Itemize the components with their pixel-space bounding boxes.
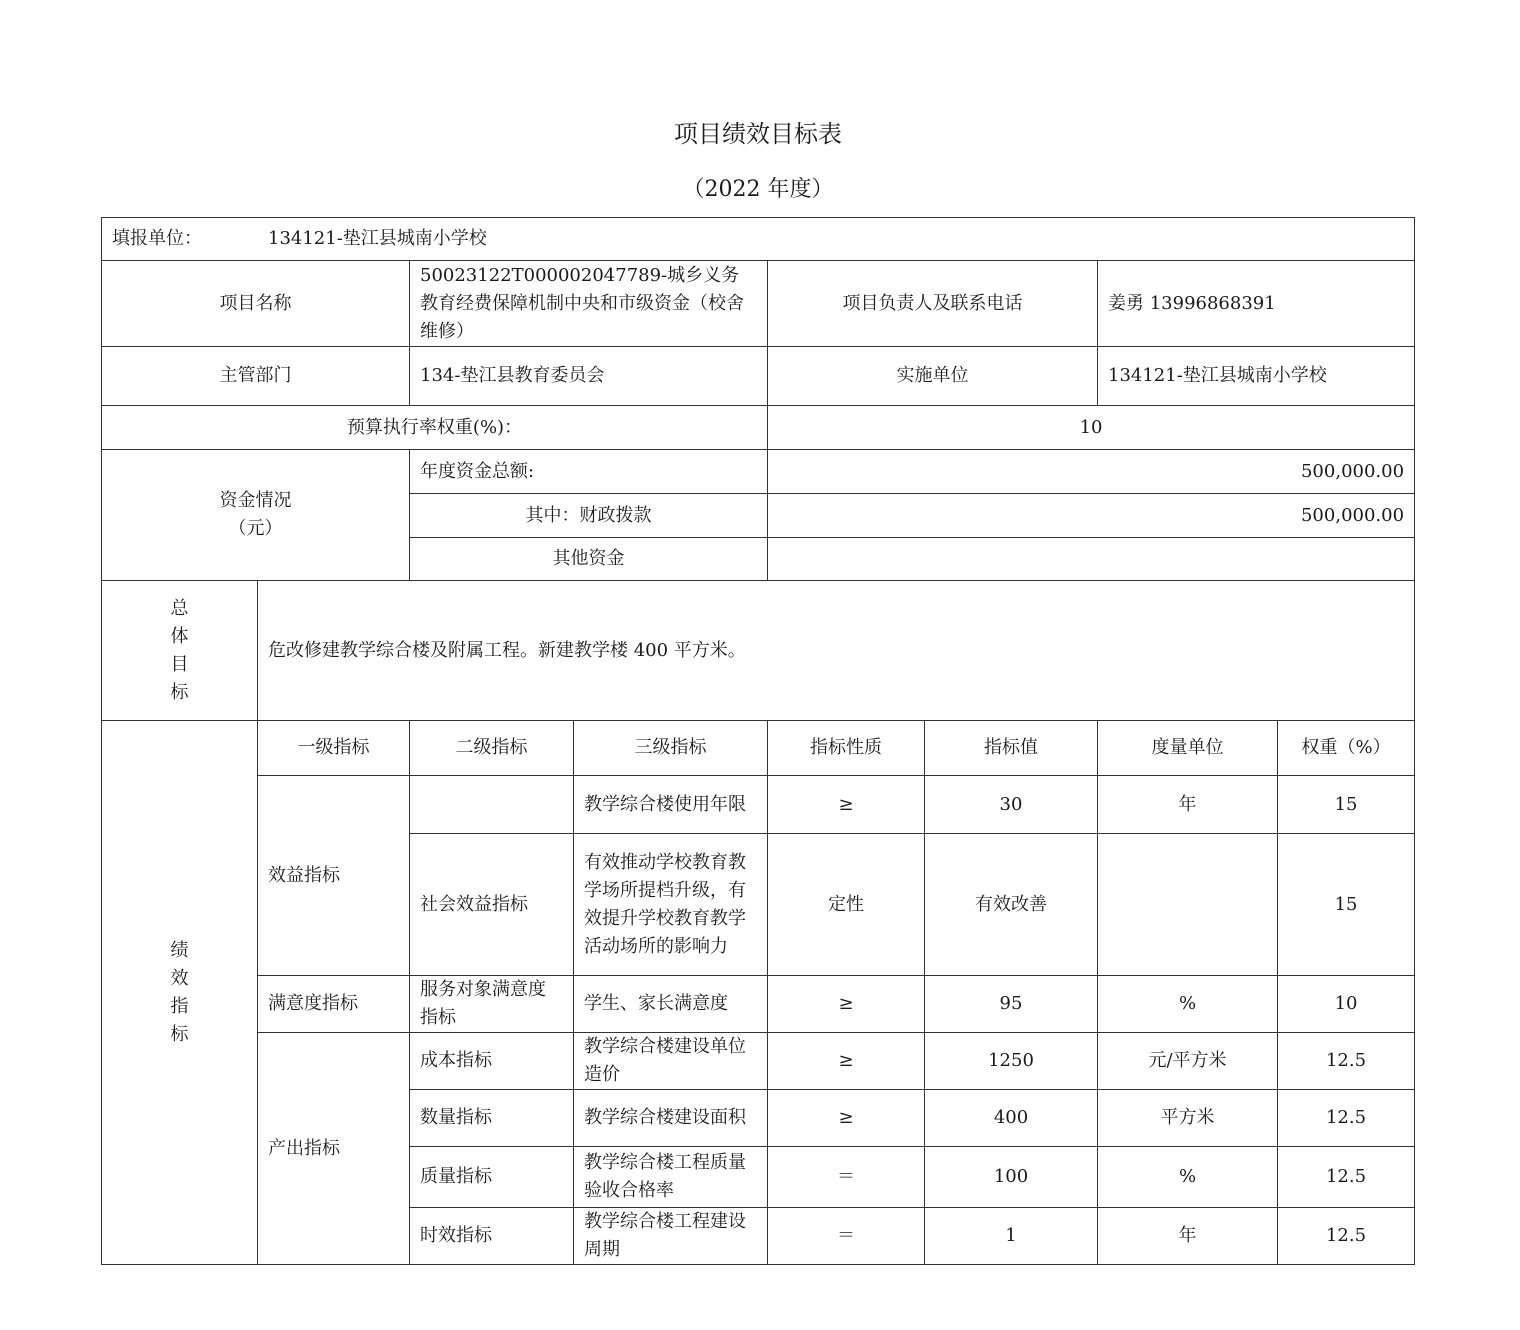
header-weight: 权重（%） [1278,721,1415,776]
nature-cell: ≥ [768,776,925,834]
nature-cell: ≥ [768,976,925,1033]
value-cell: 1250 [925,1033,1098,1090]
implementing-unit-label: 实施单位 [768,347,1098,406]
project-owner-label: 项目负责人及联系电话 [768,261,1098,347]
value-cell: 400 [925,1090,1098,1147]
project-owner-value: 姜勇 13996868391 [1098,261,1415,347]
funds-label-line2: （元） [228,518,283,539]
level2-cell: 时效指标 [410,1208,574,1265]
performance-indicator-char: 指 [170,995,189,1017]
budget-weight-row [102,406,1415,450]
budget-weight-value: 10 [768,406,1415,450]
nature-cell: ≥ [768,1033,925,1090]
level1-satisfaction: 满意度指标 [258,976,410,1033]
level1-benefit: 效益指标 [258,776,410,976]
performance-target-table [101,217,1415,1265]
level3-cell: 学生、家长满意度 [574,976,768,1033]
table-row [102,1033,1415,1090]
unit-cell: 元/平方米 [1098,1033,1278,1090]
value-cell: 有效改善 [925,834,1098,976]
weight-cell: 12.5 [1278,1147,1415,1208]
weight-cell: 10 [1278,976,1415,1033]
funds-other-label: 其他资金 [410,538,768,581]
level2-cell: 服务对象满意度指标 [410,976,574,1033]
performance-indicator-char: 绩 [170,939,189,961]
weight-cell: 12.5 [1278,1033,1415,1090]
nature-cell: ≥ [768,1090,925,1147]
reporting-unit-cell [102,218,1415,261]
unit-cell: % [1098,1147,1278,1208]
department-row [102,347,1415,406]
nature-cell: ＝ [768,1147,925,1208]
unit-cell [1098,834,1278,976]
level3-cell: 教学综合楼建设单位造价 [574,1033,768,1090]
overall-goal-char: 目 [170,653,189,675]
document-title: 项目绩效目标表 [674,120,842,148]
level2-cell [410,776,574,834]
funds-total-row [102,450,1415,494]
level3-cell: 教学综合楼工程建设周期 [574,1208,768,1265]
level1-output: 产出指标 [258,1033,410,1265]
project-name-label: 项目名称 [102,261,410,347]
budget-weight-label: 预算执行率权重(%)： [102,406,768,450]
value-cell: 95 [925,976,1098,1033]
value-cell: 1 [925,1208,1098,1265]
header-value: 指标值 [925,721,1098,776]
overall-goal-char: 总 [170,597,189,619]
funds-fiscal-value: 500,000.00 [768,494,1415,538]
table-row [102,776,1415,834]
unit-cell: % [1098,976,1278,1033]
reporting-unit-value: 134121-垫江县城南小学校 [268,228,487,249]
unit-cell: 年 [1098,776,1278,834]
implementing-unit-value: 134121-垫江县城南小学校 [1098,347,1415,406]
funds-total-value: 500,000.00 [768,450,1415,494]
document-year: （2022 年度） [682,177,834,202]
department-value: 134-垫江县教育委员会 [410,347,768,406]
performance-indicator-label [102,721,258,1265]
project-name-value: 50023122T000002047789-城乡义务教育经费保障机制中央和市级资金（校舍维修） [410,261,768,347]
department-label: 主管部门 [102,347,410,406]
funds-total-label: 年度资金总额: [410,450,768,494]
nature-cell: ＝ [768,1208,925,1265]
header-level1: 一级指标 [258,721,410,776]
overall-goal-label [102,581,258,721]
indicator-header-row [102,721,1415,776]
project-row [102,261,1415,347]
value-cell: 100 [925,1147,1098,1208]
performance-indicator-char: 标 [170,1023,189,1045]
header-nature: 指标性质 [768,721,925,776]
level2-cell: 成本指标 [410,1033,574,1090]
level3-cell: 教学综合楼工程质量验收合格率 [574,1147,768,1208]
level3-cell: 教学综合楼使用年限 [574,776,768,834]
performance-indicator-char: 效 [170,967,189,989]
level2-cell: 社会效益指标 [410,834,574,976]
unit-cell: 平方米 [1098,1090,1278,1147]
weight-cell: 15 [1278,776,1415,834]
value-cell: 30 [925,776,1098,834]
reporting-unit-label: 填报单位： [112,228,202,249]
nature-cell: 定性 [768,834,925,976]
funds-fiscal-label: 其中：财政拨款 [410,494,768,538]
level2-cell: 质量指标 [410,1147,574,1208]
funds-label-line1: 资金情况 [219,490,292,511]
header-level2: 二级指标 [410,721,574,776]
level3-cell: 教学综合楼建设面积 [574,1090,768,1147]
funds-label [102,450,410,581]
overall-goal-text: 危改修建教学综合楼及附属工程。新建教学楼 400 平方米。 [258,581,1415,721]
weight-cell: 12.5 [1278,1090,1415,1147]
funds-other-value [768,538,1415,581]
level2-cell: 数量指标 [410,1090,574,1147]
weight-cell: 15 [1278,834,1415,976]
overall-goal-char: 标 [170,681,189,703]
unit-cell: 年 [1098,1208,1278,1265]
weight-cell: 12.5 [1278,1208,1415,1265]
level3-cell: 有效推动学校教育教学场所提档升级，有效提升学校教育教学活动场所的影响力 [574,834,768,976]
header-level3: 三级指标 [574,721,768,776]
table-row [102,976,1415,1033]
overall-goal-char: 体 [170,625,189,647]
header-unit: 度量单位 [1098,721,1278,776]
reporting-unit-row [102,218,1415,261]
overall-goal-row [102,581,1415,721]
